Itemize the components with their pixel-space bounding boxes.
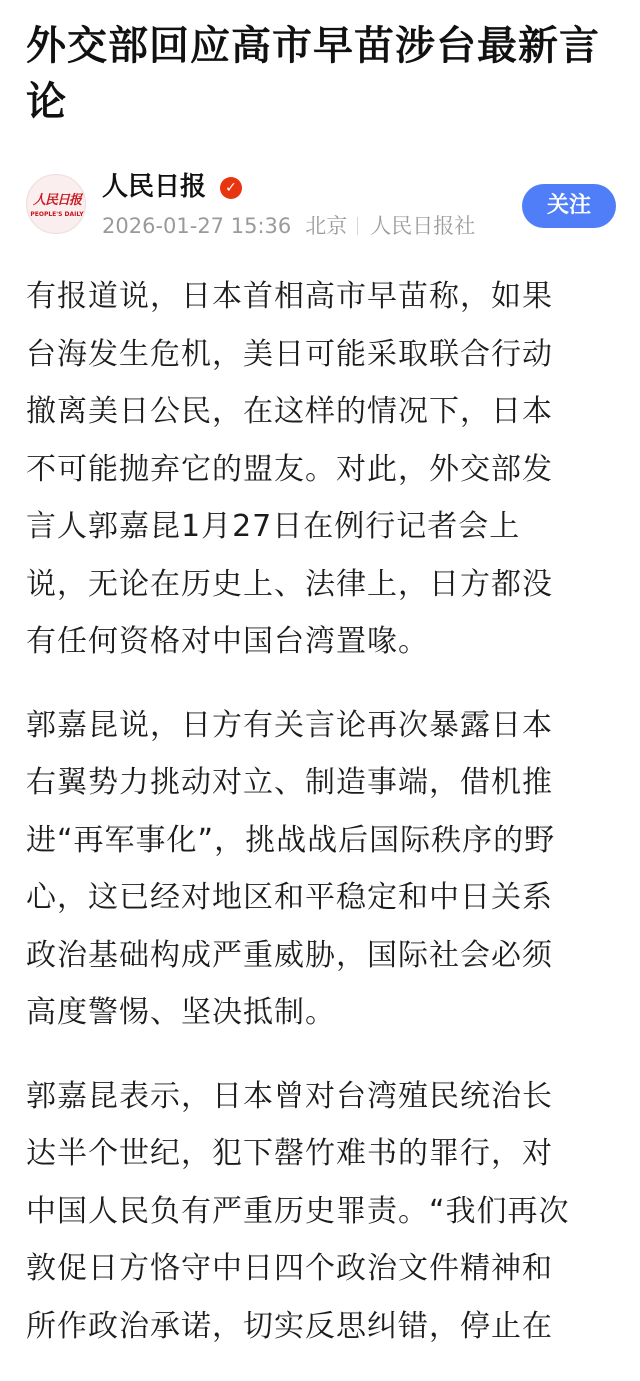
paragraph-line: 有任何资格对中国台湾置喙。 (26, 624, 429, 659)
article-meta (102, 212, 475, 240)
paragraph-line: 右翼势力挑动对立、制造事端，借机推 (26, 765, 553, 800)
publish-location: 北京 (305, 214, 348, 238)
title-line: 外交部回应高市早苗涉台最新言 (26, 23, 600, 69)
paragraph-line: 所作政治承诺，切实反思纠错，停止在 (26, 1308, 553, 1344)
paragraph-line: 不可能抛弃它的盟友。对此，外交部发 (26, 451, 553, 487)
paragraph-line: 高度警惕、坚决抵制。 (26, 995, 336, 1030)
publish-date: 2026-01-27 15:36 (102, 214, 292, 238)
paragraph-line: 政治基础构成严重威胁，国际社会必须 (26, 937, 553, 973)
meta-divider (357, 217, 358, 235)
paragraph-line: 言人郭嘉昆1月27日在例行记者会上 (26, 509, 521, 544)
author-row (26, 168, 620, 244)
title-line: 论 (26, 79, 67, 125)
people-daily-logo: 人民日报 (32, 193, 81, 208)
follow-button[interactable]: 关注 (522, 184, 616, 228)
article-paragraph (26, 697, 618, 1042)
verified-badge-icon: ✓ (220, 177, 242, 199)
paragraph-line: 进“再军事化”，挑战战后国际秩序的野 (26, 822, 556, 858)
article-paragraph (26, 1068, 618, 1356)
paragraph-line: 有报道说，日本首相高市早苗称，如果 (26, 279, 553, 314)
paragraph-line: 郭嘉昆说，日方有关言论再次暴露日本 (26, 707, 553, 743)
paragraph-line: 敦促日方恪守中日四个政治文件精神和 (26, 1251, 553, 1286)
article-title (26, 18, 620, 130)
paragraph-line: 郭嘉昆表示，日本曾对台湾殖民统治长 (26, 1078, 553, 1114)
paragraph-line: 撤离美日公民，在这样的情况下，日本 (26, 394, 553, 429)
article-paragraph (26, 268, 618, 671)
paragraph-line: 台海发生危机，美日可能采取联合行动 (26, 336, 553, 372)
people-daily-logo-sub: PEOPLE'S DAILY (30, 211, 84, 218)
article-body (26, 268, 618, 1381)
paragraph-line: 中国人民负有严重历史罪责。“我们再次 (26, 1193, 570, 1229)
author-avatar[interactable] (26, 174, 86, 234)
paragraph-line: 心，这已经对地区和平稳定和中日关系 (26, 880, 553, 915)
publisher-name: 人民日报社 (370, 214, 476, 238)
paragraph-line: 达半个世纪，犯下罄竹难书的罪行，对 (26, 1136, 553, 1171)
paragraph-line: 说，无论在历史上、法律上，日方都没 (26, 566, 553, 602)
author-name[interactable]: 人民日报 (102, 172, 207, 202)
